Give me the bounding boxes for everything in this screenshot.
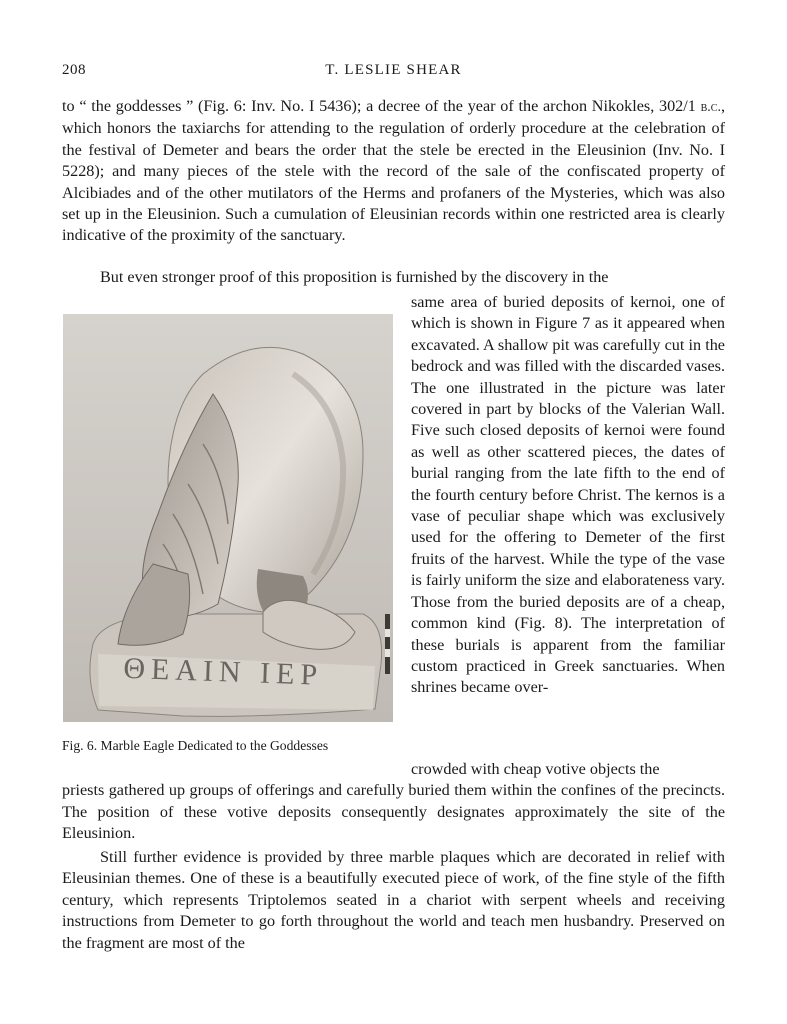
scale-bar bbox=[385, 614, 390, 674]
paragraph-1-text-b: , which honors the taxiarchs for attending to the regulation of orderly procedure at the celebration of the festival of Demeter and bears the order that the stele be erected in the Eleusinion (Inv. No. I 5228); and many pieces of the stele with the record of the sale of the confiscated property of Alcibiades and of the other mutilators of the Herms and profaners of the Mysteries, which was also set up in the Eleusinion. Such a cumulation of Eleusinian records within one restricted area is clearly indicative of the proximity of the sanctuary. bbox=[62, 97, 725, 245]
scale-bar-tick-2 bbox=[385, 649, 390, 657]
bc-abbreviation: b.c. bbox=[700, 100, 721, 115]
paragraph-1-text-a: to “ the goddesses ” (Fig. 6: Inv. No. I 5436); a decree of the year of the archon Nikokles, 302/1 bbox=[62, 97, 701, 115]
paragraph-2-continuation bbox=[62, 759, 725, 845]
figure-caption: Fig. 6. Marble Eagle Dedicated to the Goddesses bbox=[62, 738, 329, 753]
figure-eagle-photo bbox=[63, 314, 393, 722]
paragraph-2-first-line: But even stronger proof of this proposition is furnished by the discovery in the bbox=[100, 268, 609, 286]
paragraph-1 bbox=[62, 96, 725, 247]
running-head bbox=[62, 62, 725, 84]
scale-bar-tick bbox=[385, 629, 390, 637]
page-number: 208 bbox=[62, 62, 86, 78]
paragraph-2-column: same area of buried deposits of kernoi, one of which is shown in Figure 7 as it appeared when excavated. A shallow pit was carefully cut in the bedrock and was filled with the discarded vases. The one illustrated in the picture was later covered in part by blocks of the Valerian Wall. Five such closed deposits of kernoi were found as well as other scattered pieces, the dates of burial ranging from the late fifth to the end of the fourth century before Christ. The kernos is a vase of peculiar shape which was exclusively used for the offering to Demeter of the first fruits of the harvest. While the type of the vase is fairly uniform the size and elaborateness vary. Those from the buried deposits are of a cheap, common kind (Fig. 8). The interpretation of these burials is apparent from the familiar custom practiced in Greek sanctuaries. When shrines became over- bbox=[411, 293, 725, 697]
paragraph-2-closing: priests gathered up groups of offerings and carefully buried them within the confines of the precincts. The position of these votive deposits consequently designates approximately the site of the Eleusinion. bbox=[62, 781, 725, 843]
paragraph-3: Still further evidence is provided by three marble plaques which are decorated in relief with Eleusinian themes. One of these is a beautifully executed piece of work, of the fine style of the fifth century, which represents Triptolemos seated in a chariot with serpent wheels and receiving instructions from Demeter to go forth throughout the world and teach men husbandry. Preserved on the fragment are most of the bbox=[62, 848, 725, 952]
running-title: T. LESLIE SHEAR bbox=[325, 62, 462, 78]
paragraph-2-line-after-caption: crowded with cheap votive objects the bbox=[411, 760, 660, 778]
eagle-sculpture-illustration bbox=[63, 314, 393, 722]
base-inscription: ΘΕΑΙΝ ΙΕΡ bbox=[122, 651, 324, 692]
